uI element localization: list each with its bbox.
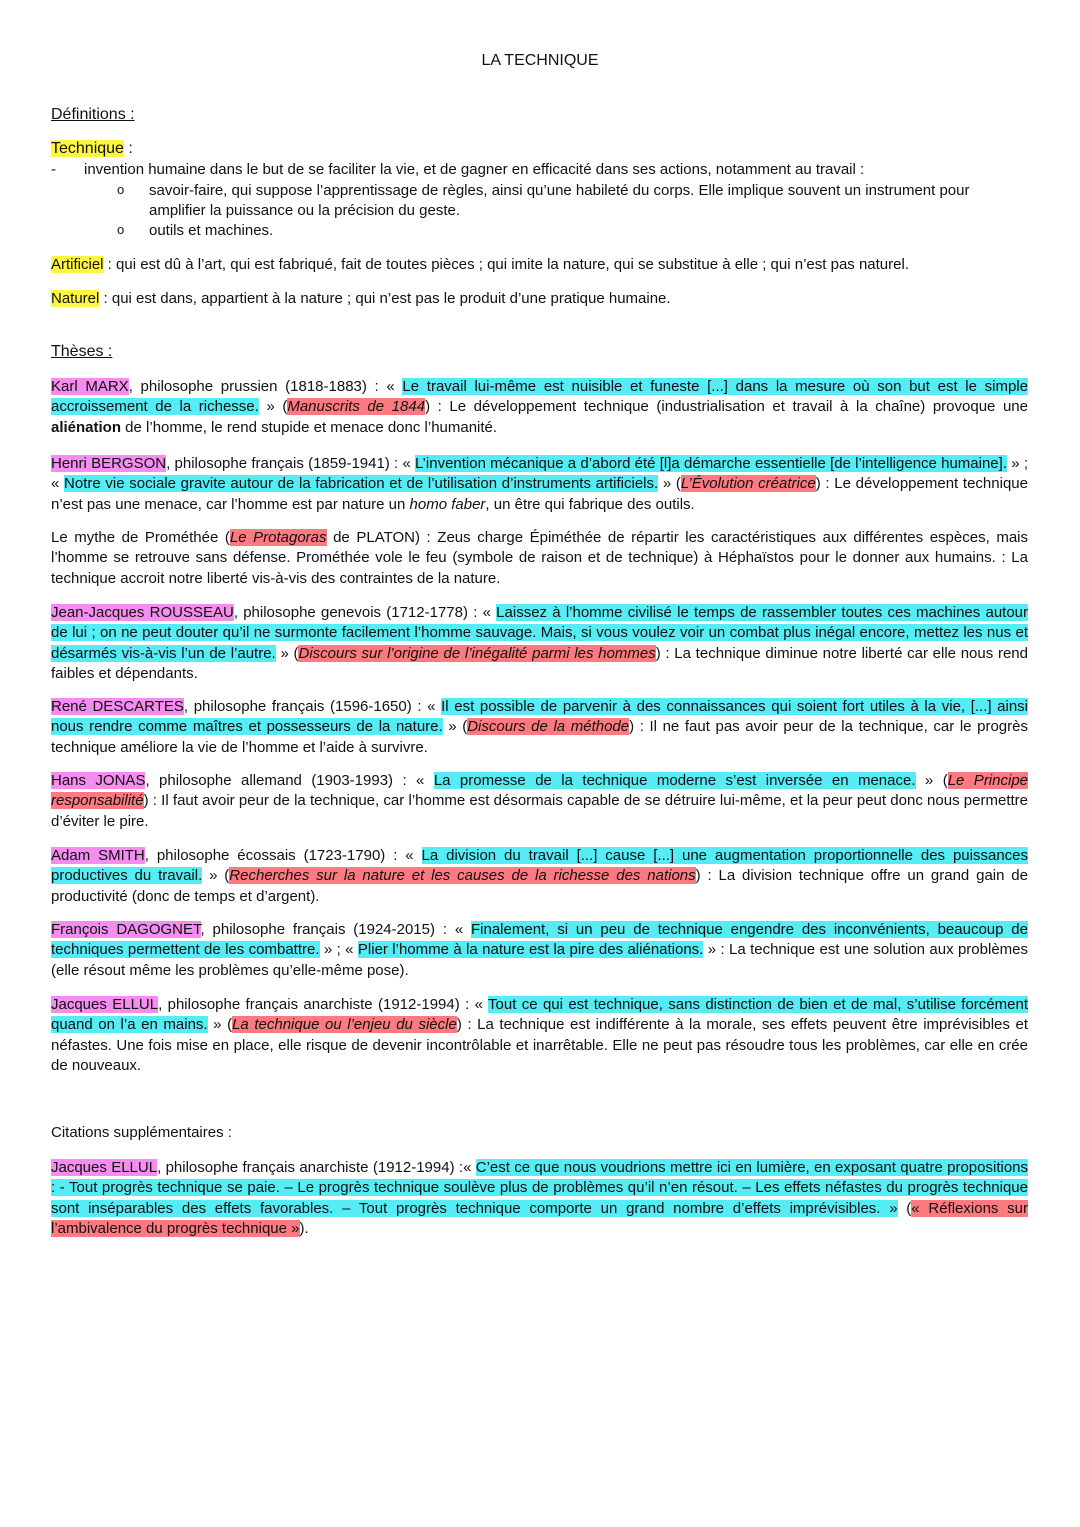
circle-bullet-icon: o — [117, 182, 125, 197]
definitions-heading: Définitions : — [51, 106, 135, 123]
thesis-bergson — [51, 454, 1028, 515]
author-intro: , philosophe prussien (1818-1883) : « — [128, 378, 403, 395]
quote: Tout ce qui est technique, sans distinction de bien et de mal, s’utilise forcément quand on l’a en mains. — [51, 996, 1028, 1034]
author-intro: , philosophe français (1859-1941) : « — [166, 455, 416, 472]
quote-separator: » ; « — [319, 941, 358, 959]
commentary: » : La technique est une solution aux problèmes (elle résout même les problèmes qu’elle-même pose). — [51, 941, 1029, 979]
author-name: René DESCARTES — [51, 698, 184, 715]
quote: C’est ce que nous voudrions mettre ici en lumière, en exposant quatre propositions : - Tout progrès technique se paie. – Le progrès technique soulève plus de problèmes qu’il n’en résout. – Les effets néfastes du progrès technique sont inséparables des effets favorables. – Tout progrès technique comporte un grand nombre d’effets imprévisibles. » — [51, 1159, 1028, 1217]
thesis-rousseau — [51, 603, 1028, 684]
author-name: Jacques ELLUL — [51, 1159, 158, 1176]
quote: Laissez à l’homme civilisé le temps de rassembler toutes ces machines autour de lui ; on ne peut douter qu’il ne surmonte facilement l’homme sauvage. Mais, si vous voulez voir un combat plus inégal encore, mettez les nus et désarmés vis-à-vis l’un de l’autre. — [51, 604, 1029, 662]
commentary: ) : Le développement technique n’est pas une menace, car l’homme est par nature un — [51, 475, 1028, 513]
technique-term: Technique — [51, 140, 124, 157]
author-intro: , philosophe français anarchiste (1912-1994) : « — [158, 996, 489, 1013]
author-name: Jean-Jacques ROUSSEAU — [51, 604, 234, 621]
technique-item-savoir-faire: savoir-faire, qui suppose l’apprentissage de règles, ainsi qu’une habileté du corps. Elle implique souvent un instrument pour amplifier la puissance ou la précision du geste. — [149, 182, 970, 220]
thesis-jonas — [51, 771, 1028, 832]
author-intro: , philosophe français (1596-1650) : « — [183, 698, 442, 715]
thesis-dagognet — [51, 920, 1028, 981]
quote: Il est possible de parvenir à des connaissances qui soient fort utiles à la vie, [...] ainsi nous rendre comme maîtres et possesseurs de la nature. — [51, 698, 1028, 736]
thesis-smith — [51, 846, 1028, 907]
quote-close: » ( — [442, 718, 468, 736]
author-intro: , philosophe français (1924-2015) : « — [200, 921, 471, 938]
work-title: L’Évolution créatrice — [680, 475, 816, 493]
author-name: Jacques ELLUL — [51, 996, 159, 1013]
commentary-end: de l’homme, le rend stupide et menace donc l’humanité. — [121, 418, 498, 436]
quote-close: » ( — [207, 1016, 233, 1034]
supplementary-heading: Citations supplémentaires : — [51, 1124, 232, 1141]
page-title: LA TECHNIQUE — [481, 52, 599, 69]
commentary-end: , un être qui fabrique des outils. — [485, 495, 695, 513]
commentary: ) : La technique est indifférente à la morale, ses effets peuvent être imprévisibles et néfastes. Une fois mise en place, elle risque de devenir incontrôlable et inarrêtable. Elle ne peut pas résoudre tous les problèmes, car elle en crée de nouveaux. — [51, 1016, 1028, 1074]
circle-bullet-icon: o — [117, 222, 125, 237]
quote: Finalement, si un peu de technique engendre des inconvénients, beaucoup de techniques permettent de les combattre. — [51, 921, 1028, 959]
commentary: ) : La technique diminue notre liberté car elle nous rend faibles et dépendants. — [51, 644, 1028, 682]
author-name: Adam SMITH — [51, 847, 145, 864]
work-title: Recherches sur la nature et les causes de la richesse des nations — [229, 867, 696, 885]
work-title: La technique ou l’enjeu du siècle — [232, 1016, 457, 1034]
quote: Le travail lui-même est nuisible et funeste [...] dans la mesure où son but est le simple accroissement de la richesse. — [51, 378, 1029, 416]
quote: La division du travail [...] cause [...] une augmentation proportionnelle des puissances productives du travail. — [51, 847, 1029, 885]
quote: La promesse de la technique moderne s’est inversée en menace. — [433, 772, 916, 789]
thesis-ellul — [51, 995, 1028, 1076]
bold-term: aliénation — [51, 418, 122, 436]
definition-artificiel — [51, 256, 909, 273]
work-title: Discours sur l’origine de l’inégalité parmi les hommes — [298, 644, 656, 662]
thesis-marx — [51, 377, 1028, 438]
work-title: Discours de la méthode — [467, 718, 630, 736]
naturel-text: : qui est dans, appartient à la nature ; qui n’est pas le produit d’une pratique humaine. — [99, 290, 671, 307]
technique-colon: : — [123, 140, 133, 157]
quote-close: ( — [897, 1199, 912, 1217]
quote-close: » ( — [915, 772, 948, 789]
author-intro: , philosophe écossais (1723-1790) : « — [144, 847, 422, 864]
italic-term: homo faber — [409, 495, 486, 513]
quote-close: » ( — [202, 867, 230, 885]
quote-close: » ( — [258, 398, 288, 416]
commentary: ) : La division technique offre un grand gain de productivité (donc de temps et d’argent). — [51, 867, 1028, 905]
thesis-descartes — [51, 697, 1028, 758]
author-intro: , philosophe allemand (1903-1993) : « — [145, 772, 434, 789]
work-title: Le Protagoras — [229, 529, 327, 546]
dash-bullet: - — [51, 161, 56, 178]
commentary: ) : Le développement technique (industrialisation et travail à la chaîne) provoque une — [425, 398, 1028, 416]
myth-intro: Le mythe de Prométhée ( — [51, 529, 230, 546]
work-title: Manuscrits de 1844 — [287, 398, 426, 416]
myth-text: de PLATON) : Zeus charge Épiméthée de répartir les caractéristiques aux différentes espèces, mais l’homme se retrouve sans défense. Prométhée vole le feu (symbole de raison et de technique) à Héphaïstos pour le donner aux humains. : La technique accroit notre liberté vis-à-vis des contraintes de la nature. — [51, 529, 1028, 587]
author-name: Karl MARX — [51, 378, 129, 395]
artificiel-text: : qui est dû à l’art, qui est fabriqué, fait de toutes pièces ; qui imite la nature, qui se substitue à elle ; qui n’est pas naturel. — [103, 256, 909, 273]
definition-technique-term-line — [51, 140, 133, 158]
technique-definition: invention humaine dans le but de se faciliter la vie, et de gagner en efficacité dans ses actions, notamment au travail : — [84, 161, 865, 178]
quote-close: » ( — [275, 644, 299, 662]
technique-item-outils: outils et machines. — [149, 222, 274, 239]
commentary: ) : Il ne faut pas avoir peur de la technique, car le progrès technique améliore la vie de l’homme et l’aide à survivre. — [51, 718, 1028, 756]
artificiel-term: Artificiel — [51, 256, 104, 273]
thesis-promethee — [51, 528, 1028, 589]
work-title: « Réflexions sur l’ambivalence du progrès technique » — [51, 1199, 1028, 1237]
quote-separator: » ; « — [51, 455, 1028, 493]
author-intro: , philosophe genevois (1712-1778) : « — [233, 604, 497, 621]
theses-heading: Thèses : — [51, 343, 113, 360]
quote: Plier l’homme à la nature est la pire des aliénations. — [357, 941, 704, 959]
quote: L’invention mécanique a d’abord été [l]a démarche essentielle [de l’intelligence humaine]. — [415, 455, 1007, 472]
work-title: Le Principe responsabilité — [51, 772, 1028, 810]
quote: Notre vie sociale gravite autour de la fabrication et de l’utilisation d’instruments artificiels. — [64, 475, 659, 493]
quote-close: » ( — [658, 475, 681, 493]
author-intro: , philosophe français anarchiste (1912-1994) :« — [157, 1159, 476, 1176]
author-name: François DAGOGNET — [51, 921, 201, 938]
author-name: Hans JONAS — [51, 772, 146, 789]
naturel-term: Naturel — [51, 290, 100, 307]
author-name: Henri BERGSON — [51, 455, 167, 472]
commentary: ) : Il faut avoir peur de la technique, car l’homme est désormais capable de se détruire lui-même, et la peur peut donc nous permettre d’éviter le pire. — [51, 792, 1028, 830]
commentary: ). — [299, 1219, 309, 1237]
supplementary-ellul — [51, 1158, 1028, 1239]
definition-naturel — [51, 290, 671, 307]
